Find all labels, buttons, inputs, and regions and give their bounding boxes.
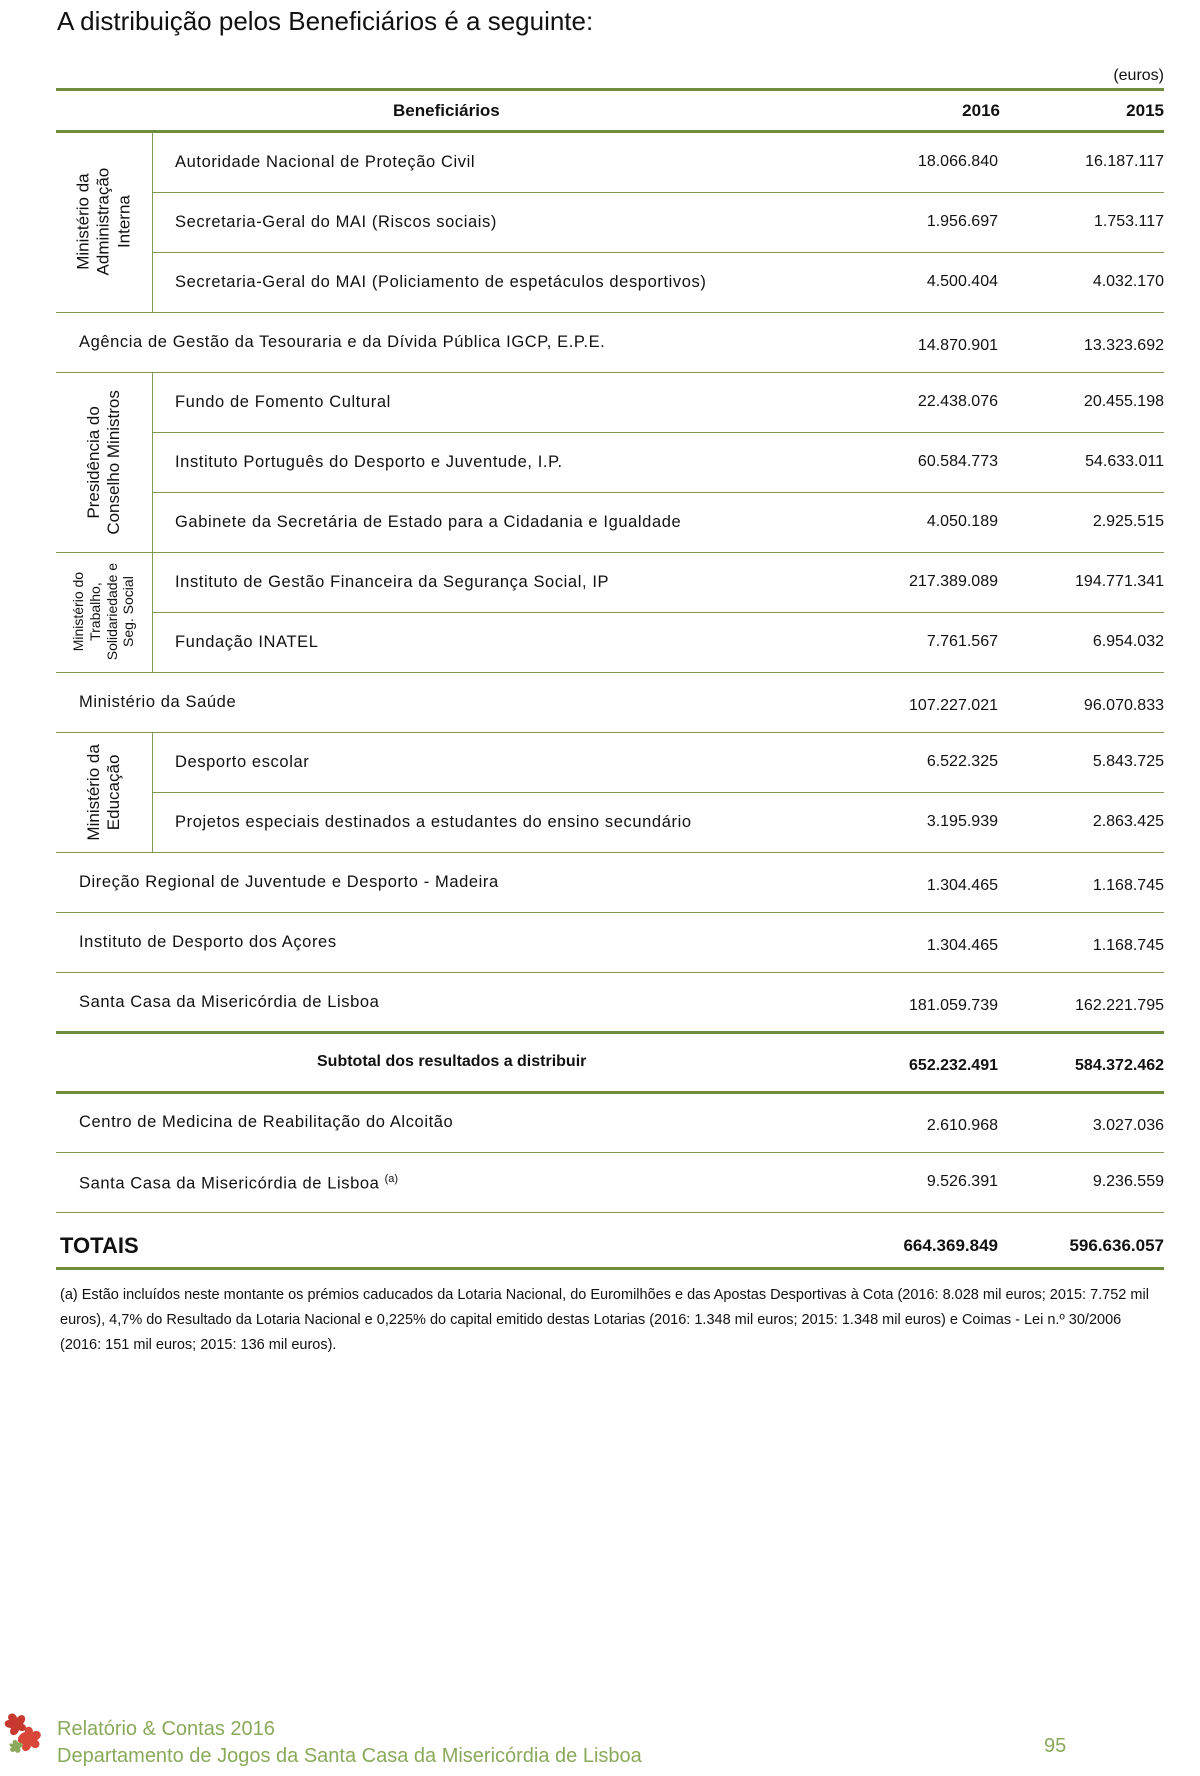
row-value-2015: 1.168.745 [1092, 877, 1164, 894]
totals-rule [56, 1267, 1164, 1270]
row-label: Desporto escolar [175, 753, 310, 771]
row-rule [152, 792, 1164, 793]
row-rule [56, 972, 1164, 973]
row-rule [56, 852, 1164, 853]
totals-value-2016: 664.369.849 [903, 1236, 998, 1255]
row-value-2015: 162.221.795 [1075, 997, 1164, 1014]
row-value-2016: 9.526.391 [926, 1173, 998, 1190]
row-value-2015: 13.323.692 [1083, 337, 1164, 354]
row-rule [56, 552, 1164, 553]
row-value-2016: 107.227.021 [909, 697, 998, 714]
table-row [0, 873, 1200, 893]
header-beneficiaries: Beneficiários [393, 101, 500, 120]
row-rule [152, 432, 1164, 433]
row-value-2015: 1.168.745 [1092, 937, 1164, 954]
table-row [0, 1173, 1200, 1193]
row-value-2016: 18.066.840 [917, 153, 998, 170]
table-row [0, 153, 1200, 173]
row-value-2015: 2.863.425 [1092, 813, 1164, 830]
table-row [0, 573, 1200, 593]
footer-title: Relatório & Contas 2016 [57, 1718, 275, 1740]
row-label: Direção Regional de Juventude e Desporto - Madeira [79, 873, 499, 891]
row-value-2015: 1.753.117 [1094, 213, 1164, 230]
row-value-2015: 96.070.833 [1083, 697, 1164, 714]
table-row [0, 333, 1200, 353]
row-label: Agência de Gestão da Tesouraria e da Dívida Pública IGCP, E.P.E. [79, 333, 606, 351]
row-label: Instituto Português do Desporto e Juventude, I.P. [175, 453, 563, 471]
table-row [0, 273, 1200, 293]
row-value-2016: 1.956.697 [926, 213, 998, 230]
row-value-2016: 217.389.089 [909, 573, 998, 590]
subtotal-value-2016: 652.232.491 [909, 1057, 998, 1074]
row-value-2016: 1.304.465 [926, 877, 998, 894]
row-value-2015: 5.843.725 [1092, 753, 1164, 770]
row-label: Santa Casa da Misericórdia de Lisboa $^{(a)}$ [79, 1173, 399, 1193]
row-rule [56, 1152, 1164, 1153]
subtotal-row [0, 1053, 1200, 1073]
table-row [0, 753, 1200, 773]
table-row [0, 513, 1200, 533]
footnote-marker: (a) [384, 1173, 399, 1185]
subtotal-bottom-rule [56, 1091, 1164, 1094]
row-rule [152, 252, 1164, 253]
row-rule [152, 192, 1164, 193]
row-value-2016: 6.522.325 [926, 753, 998, 770]
row-value-2015: 4.032.170 [1092, 273, 1164, 290]
row-rule [56, 1212, 1164, 1213]
row-value-2016: 4.500.404 [926, 273, 998, 290]
row-value-2016: 7.761.567 [926, 633, 998, 650]
row-value-2015: 54.633.011 [1085, 453, 1164, 470]
header-2015: 2015 [1126, 101, 1164, 120]
row-value-2016: 181.059.739 [909, 997, 998, 1014]
table-top-rule [56, 88, 1164, 91]
table-row [0, 393, 1200, 413]
row-value-2015: 20.455.198 [1083, 393, 1164, 410]
row-rule [56, 672, 1164, 673]
subtotal-value-2015: 584.372.462 [1075, 1057, 1164, 1074]
row-label: Santa Casa da Misericórdia de Lisboa [79, 993, 380, 1011]
row-rule [56, 732, 1164, 733]
row-value-2016: 22.438.076 [917, 393, 998, 410]
row-value-2015: 2.925.515 [1092, 513, 1164, 530]
table-row [0, 813, 1200, 833]
intro-text: A distribuição pelos Beneficiários é a seguinte: [57, 6, 594, 36]
row-value-2015: 16.187.117 [1085, 153, 1164, 170]
row-rule [56, 312, 1164, 313]
group-label-me: Ministério da Educação [83, 743, 123, 841]
row-label: Gabinete da Secretária de Estado para a Cidadania e Igualdade [175, 513, 682, 531]
group-label-mai: Ministério da Administração Interna [73, 168, 134, 276]
footnote: (a) Estão incluídos neste montante os prémios caducados da Lotaria Nacional, do Euromilhões e das Apostas Desportivas à Cota (2016: 8.028 mil euros; 2015: 7.752 mil euros), 4,7% do Resultado da Lotaria Nacional e 0,225% do capital emitido destas Lotarias (2016: 1.348 mil euros; 2015: 1.348 mil euros) e Coimas - Lei n.º 30/2006 (2016: 151 mil euros; 2015: 136 mil euros). [60, 1287, 1149, 1353]
totals-value-2015: 596.636.057 [1069, 1236, 1164, 1255]
row-rule [56, 912, 1164, 913]
table-row [0, 1113, 1200, 1133]
header-2016: 2016 [962, 101, 1000, 120]
subtotal-top-rule [56, 1031, 1164, 1034]
table-row [0, 693, 1200, 713]
row-value-2016: 14.870.901 [917, 337, 998, 354]
row-value-2015: 6.954.032 [1092, 633, 1164, 650]
row-rule [56, 372, 1164, 373]
row-value-2016: 4.050.189 [926, 513, 998, 530]
row-rule [152, 612, 1164, 613]
table-row [0, 213, 1200, 233]
header-rule [56, 130, 1164, 133]
group-label-pcm: Presidência do Conselho Ministros [83, 389, 123, 535]
footer-department: Departamento de Jogos da Santa Casa da Misericórdia de Lisboa [57, 1745, 642, 1767]
row-label: Secretaria-Geral do MAI (Policiamento de espetáculos desportivos) [175, 273, 707, 291]
row-label: Autoridade Nacional de Proteção Civil [175, 153, 476, 171]
row-label: Secretaria-Geral do MAI (Riscos sociais) [175, 213, 497, 231]
row-value-2015: 194.771.341 [1075, 573, 1164, 590]
scml-logo-icon [3, 1710, 47, 1766]
row-label: Projetos especiais destinados a estudantes do ensino secundário [175, 813, 692, 831]
row-label: Fundo de Fomento Cultural [175, 393, 391, 411]
row-value-2015: 9.236.559 [1092, 1173, 1164, 1190]
row-value-2016: 3.195.939 [926, 813, 998, 830]
row-label: Instituto de Desporto dos Açores [79, 933, 337, 951]
row-label: Centro de Medicina de Reabilitação do Alcoitão [79, 1113, 454, 1131]
group-label-mtsss: Ministério do Trabalho, Solidariedade e Seg. Social [70, 563, 137, 661]
row-value-2015: 3.027.036 [1092, 1117, 1164, 1134]
table-row [0, 453, 1200, 473]
page-number: 95 [1044, 1735, 1067, 1757]
totals-label: TOTAIS [60, 1233, 139, 1258]
table-row [0, 633, 1200, 653]
row-label: Fundação INATEL [175, 633, 319, 651]
table-row [0, 993, 1200, 1013]
table-row [0, 933, 1200, 953]
row-label: Instituto de Gestão Financeira da Segurança Social, IP [175, 573, 610, 591]
row-value-2016: 1.304.465 [926, 937, 998, 954]
row-value-2016: 60.584.773 [917, 453, 998, 470]
subtotal-label: Subtotal dos resultados a distribuir [317, 1053, 587, 1070]
row-label: Ministério da Saúde [79, 693, 237, 711]
unit-label: (euros) [1113, 67, 1164, 84]
row-rule [152, 492, 1164, 493]
row-value-2016: 2.610.968 [926, 1117, 998, 1134]
